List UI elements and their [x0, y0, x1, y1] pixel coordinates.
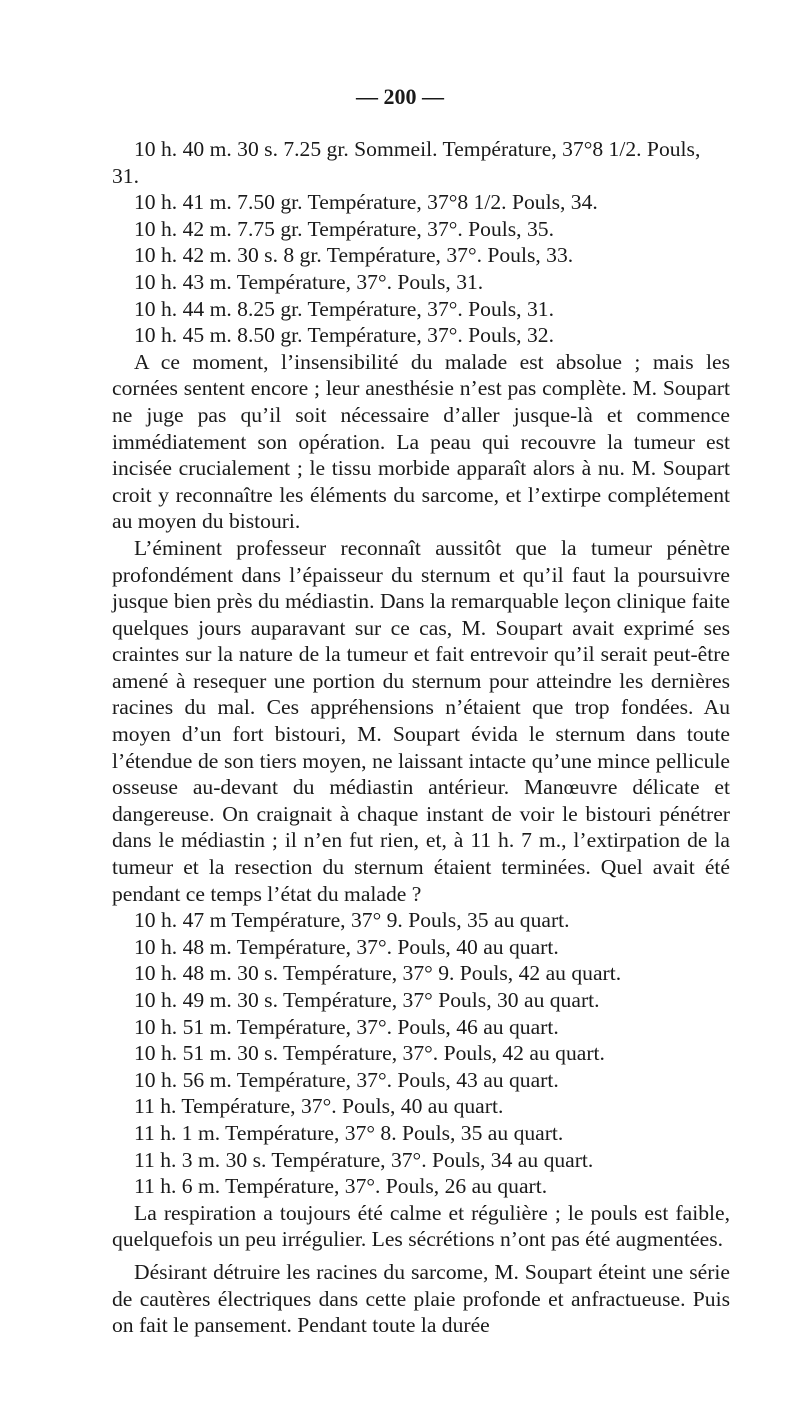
- log-entry: 10 h. 44 m. 8.25 gr. Température, 37°. Pouls, 31.: [134, 296, 554, 321]
- log-entry: 10 h. 42 m. 7.75 gr. Température, 37°. Pouls, 35.: [134, 216, 554, 241]
- paragraph: Désirant détruire les racines du sarcome, M. Soupart éteint une série de cautères électriques dans cette plaie profonde et anfractueuse. Puis on fait le pansement. Pendant toute la durée: [112, 1259, 730, 1338]
- log-entry: 10 h. 47 m Température, 37° 9. Pouls, 35 au quart.: [134, 908, 570, 933]
- paragraph: La respiration a toujours été calme et régulière ; le pouls est faible, quelquefois un peu irrégulier. Les sécrétions n’ont pas été augmentées.: [112, 1200, 730, 1252]
- log-entry: 11 h. 3 m. 30 s. Température, 37°. Pouls, 34 au quart.: [134, 1147, 594, 1172]
- log-entry: 11 h. Température, 37°. Pouls, 40 au quart.: [134, 1094, 504, 1119]
- log-entry: 10 h. 45 m. 8.50 gr. Température, 37°. Pouls, 32.: [134, 323, 554, 348]
- page-body: [112, 136, 730, 1339]
- log-entry: 10 h. 42 m. 30 s. 8 gr. Température, 37°. Pouls, 33.: [134, 243, 574, 268]
- log-entry: 10 h. 51 m. Température, 37°. Pouls, 46 au quart.: [134, 1014, 559, 1039]
- log-entry: 10 h. 51 m. 30 s. Température, 37°. Pouls, 42 au quart.: [134, 1041, 605, 1066]
- paragraph: A ce moment, l’insensibilité du malade est absolue ; mais les cornées sentent encore ; leur anesthésie n’est pas complète. M. Soupart ne juge pas qu’il soit nécessaire d’aller jusque-là et commence immédiatement son opération. La peau qui recouvre la tumeur est incisée crucialement ; le tissu morbide apparaît alors à nu. M. Soupart croit y reconnaître les éléments du sarcome, et l’extirpe complétement au moyen du bistouri.: [112, 349, 730, 534]
- log-entry: 10 h. 43 m. Température, 37°. Pouls, 31.: [134, 269, 484, 294]
- paragraph: L’éminent professeur reconnaît aussitôt que la tumeur pénètre profondément dans l’épaisseur du sternum et qu’il faut la poursuivre jusque bien près du médiastin. Dans la remarquable leçon clinique faite quelques jours auparavant sur ce cas, M. Soupart avait exprimé ses craintes sur la nature de la tumeur et fait entrevoir qu’il serait peut-être amené à resequer une portion du sternum pour atteindre les dernières racines du mal. Ces appréhensions n’étaient que trop fondées. Au moyen d’un fort bistouri, M. Soupart évida le sternum dans toute l’étendue de son tiers moyen, ne laissant intacte qu’une mince pellicule osseuse au-devant du médiastin antérieur. Manœuvre délicate et dangereuse. On craignait à chaque instant de voir le bistouri pénétrer dans le médiastin ; il n’en fut rien, et, à 11 h. 7 m., l’extirpation de la tumeur et la resection du sternum étaient terminées. Quel avait été pendant ce temps l’état du malade ?: [112, 535, 730, 906]
- log-entry: 11 h. 1 m. Température, 37° 8. Pouls, 35 au quart.: [134, 1120, 564, 1145]
- log-entry: 10 h. 56 m. Température, 37°. Pouls, 43 au quart.: [134, 1067, 559, 1092]
- log-entry: 10 h. 40 m. 30 s. 7.25 gr. Sommeil. Température, 37°8 1/2. Pouls, 31.: [112, 137, 701, 188]
- log-entry: 10 h. 48 m. Température, 37°. Pouls, 40 au quart.: [134, 934, 559, 959]
- log-entry: 10 h. 41 m. 7.50 gr. Température, 37°8 1/2. Pouls, 34.: [134, 190, 598, 215]
- page-number: — 200 —: [356, 84, 444, 109]
- log-entry: 10 h. 48 m. 30 s. Température, 37° 9. Pouls, 42 au quart.: [134, 961, 622, 986]
- log-entry: 10 h. 49 m. 30 s. Température, 37° Pouls, 30 au quart.: [134, 988, 600, 1012]
- log-entry: 11 h. 6 m. Température, 37°. Pouls, 26 au quart.: [134, 1174, 548, 1199]
